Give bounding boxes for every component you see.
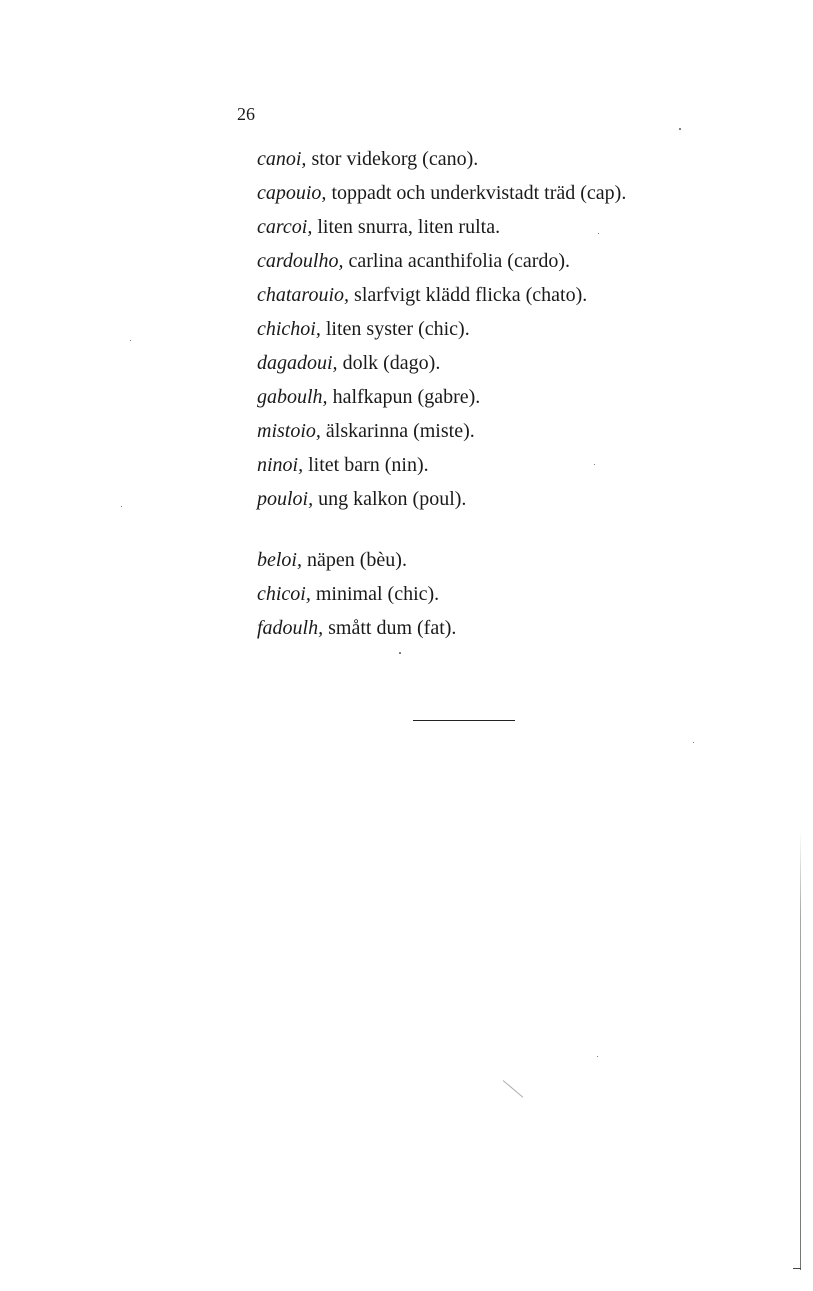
entry-gloss: liten snurra, liten rulta. bbox=[317, 216, 501, 238]
scan-speck bbox=[598, 233, 599, 234]
entry bbox=[257, 614, 456, 648]
entry-gloss: halfkapun (gabre). bbox=[332, 386, 481, 408]
entry-gloss: carlina acanthifolia (cardo). bbox=[348, 250, 571, 272]
entry bbox=[257, 580, 456, 614]
entry-list-1 bbox=[257, 145, 626, 519]
entry-term: cardoulho, bbox=[257, 250, 344, 272]
entry-term: dagadoui, bbox=[257, 352, 338, 374]
entry-gloss: ung kalkon (poul). bbox=[318, 488, 467, 510]
scan-speck bbox=[693, 742, 694, 743]
entry-term: chicoi, bbox=[257, 583, 311, 605]
entry-term: fadoulh, bbox=[257, 617, 324, 639]
scan-speck bbox=[399, 652, 401, 654]
entry bbox=[257, 349, 626, 383]
entry-term: ninoi, bbox=[257, 454, 304, 476]
entry-gloss: slarfvigt klädd flicka (chato). bbox=[354, 284, 588, 306]
entry bbox=[257, 451, 626, 485]
scan-speck bbox=[597, 1056, 598, 1057]
entry-gloss: litet barn (nin). bbox=[308, 454, 429, 476]
scan-speck bbox=[130, 340, 131, 341]
entry-term: canoi, bbox=[257, 148, 307, 170]
entry-gloss: liten syster (chic). bbox=[325, 318, 470, 340]
entry-term: carcoi, bbox=[257, 216, 313, 238]
scan-edge-foot bbox=[793, 1268, 801, 1269]
entry bbox=[257, 145, 626, 179]
entry-gloss: dolk (dago). bbox=[342, 352, 441, 374]
entry-gloss: minimal (chic). bbox=[315, 583, 440, 605]
entry bbox=[257, 485, 626, 519]
scan-speck bbox=[594, 464, 595, 465]
entry bbox=[257, 417, 626, 451]
entry-term: chichoi, bbox=[257, 318, 321, 340]
entry-term: pouloi, bbox=[257, 488, 314, 510]
entry bbox=[257, 546, 456, 580]
scan-speck bbox=[679, 128, 681, 130]
entry-gloss: näpen (bèu). bbox=[307, 549, 407, 571]
entry bbox=[257, 179, 626, 213]
entry-gloss: smått dum (fat). bbox=[328, 617, 457, 639]
scan-speck bbox=[121, 506, 122, 507]
entry bbox=[257, 315, 626, 349]
entry-term: chatarouio, bbox=[257, 284, 350, 306]
entry-term: capouio, bbox=[257, 182, 327, 204]
entry-gloss: älskarinna (miste). bbox=[325, 420, 475, 442]
scan-scratch bbox=[503, 1080, 524, 1097]
entry bbox=[257, 281, 626, 315]
entry bbox=[257, 247, 626, 281]
entry bbox=[257, 383, 626, 417]
entry-term: gaboulh, bbox=[257, 386, 328, 408]
entry-gloss: toppadt och underkvistadt träd (cap). bbox=[331, 182, 627, 204]
section-end-rule bbox=[413, 720, 515, 721]
entry-term: mistoio, bbox=[257, 420, 321, 442]
page-number: 26 bbox=[237, 104, 255, 124]
scan-edge-line bbox=[800, 830, 801, 1270]
entry-term: beloi, bbox=[257, 549, 302, 571]
entry bbox=[257, 213, 626, 247]
entry-list-2 bbox=[257, 546, 456, 648]
entry-gloss: stor videkorg (cano). bbox=[311, 148, 479, 170]
